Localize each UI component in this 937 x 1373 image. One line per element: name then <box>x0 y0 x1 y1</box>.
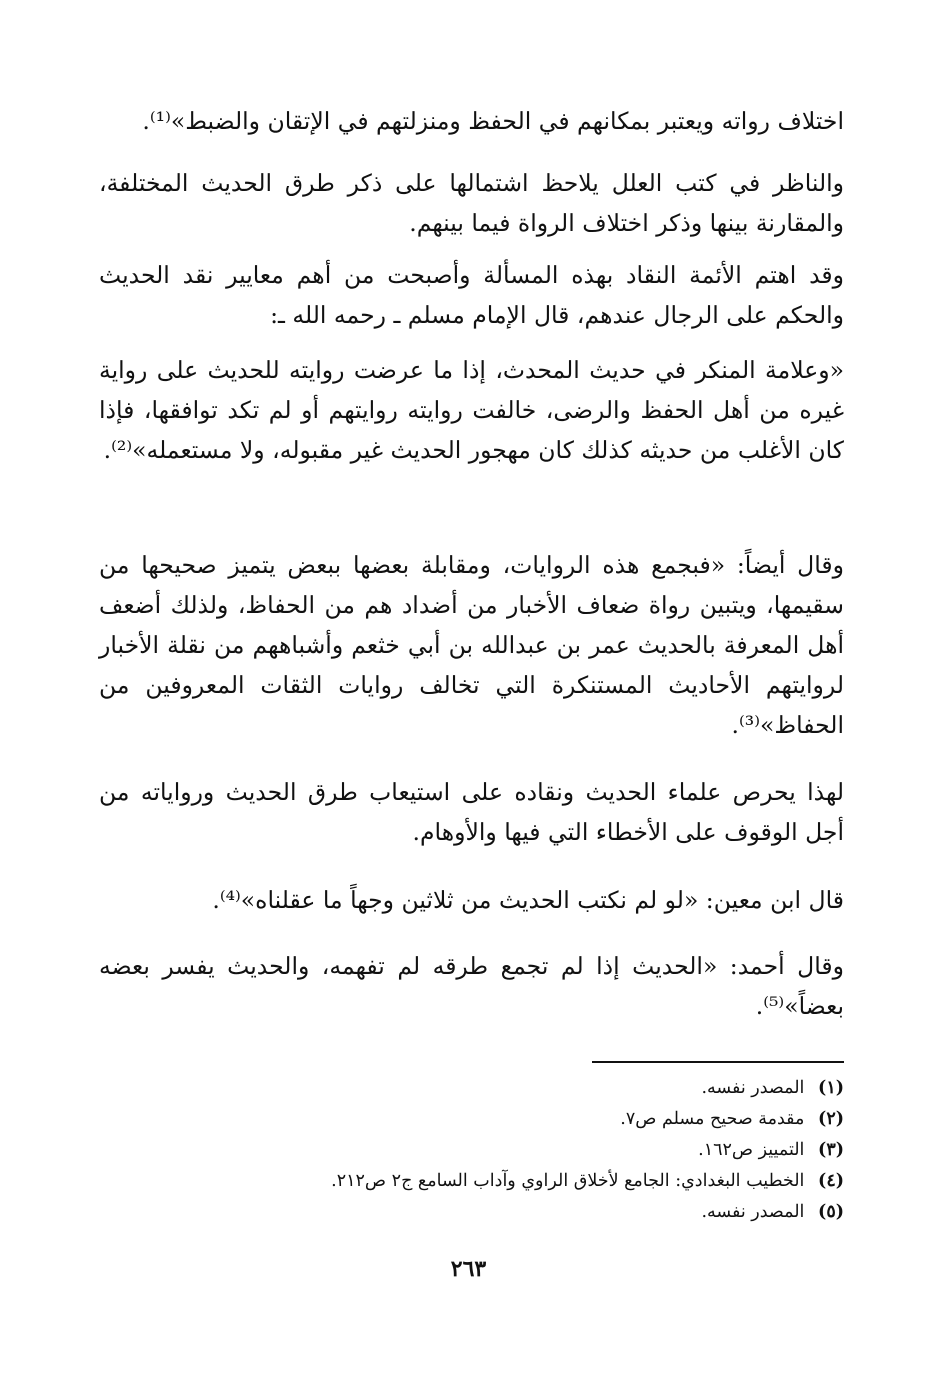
footnote-text: المصدر نفسه. <box>701 1078 805 1098</box>
paragraph-text: قال ابن معين: «لو لم نكتب الحديث من ثلاثين وجهاً ما عقلناه»⁽⁴⁾. <box>212 886 844 914</box>
paragraph-text: «وعلامة المنكر في حديث المحدث، إذا ما عرضت روايته للحديث على رواية غيره من أهل الحفظ والرضى، خالفت روايته روايتهم أو لم تكد توافقها، فإذا كان الأغلب من حديثه كذلك كان مهجور الحديث غير مقبوله، ولا مستعمله»⁽²⁾. <box>99 356 844 464</box>
footnote-text: مقدمة صحيح مسلم ص٧. <box>620 1109 805 1129</box>
paragraph-2 <box>99 163 844 243</box>
footnote-4 <box>99 1166 844 1197</box>
paragraph-text: وقال أحمد: «الحديث إذا لم تجمع طرقه لم تفهمه، والحديث يفسر بعضه بعضاً»⁽⁵⁾. <box>99 952 844 1020</box>
quote-muslim <box>99 350 844 470</box>
footnote-text: التمييز ص١٦٢. <box>698 1140 805 1160</box>
page-number: ٢٦٣ <box>450 1256 487 1282</box>
footnotes <box>99 1073 844 1228</box>
footnote-number: (٣) <box>818 1140 844 1160</box>
footnote-separator <box>592 1061 844 1063</box>
quote-ibn-main <box>99 880 844 920</box>
footnote-1 <box>99 1073 844 1104</box>
footnote-number: (٢) <box>818 1109 844 1129</box>
paragraph-text: اختلاف رواته ويعتبر بمكانهم في الحفظ ومنزلتهم في الإتقان والضبط»⁽¹⁾. <box>142 107 844 135</box>
paragraph-1 <box>99 101 844 141</box>
paragraph-6 <box>99 772 844 852</box>
footnote-text: الخطيب البغدادي: الجامع لأخلاق الراوي وآداب السامع ج٢ ص٢١٢. <box>331 1171 805 1191</box>
footnote-number: (٥) <box>818 1202 844 1222</box>
footnote-5 <box>99 1197 844 1228</box>
paragraph-text: وقال أيضاً: «فبجمع هذه الروايات، ومقابلة بعضها ببعض يتميز صحيحها من سقيمها، ويتبين رواة ضعاف الأخبار من أضداد هم من الحفاظ، ولذلك أضعف أهل المعرفة بالحديث عمر بن عبدالله بن أبي خثعم وأشباههم من نقلة الأخبار لروايتهم الأحاديث المستنكرة التي تخالف روايات الثقات المعروفين من الحفاظ»⁽³⁾. <box>99 551 844 739</box>
paragraph-text: وقد اهتم الأئمة النقاد بهذه المسألة وأصبحت من أهم معايير نقد الحديث والحكم على الرجال عندهم، قال الإمام مسلم ـ رحمه الله ـ: <box>99 261 844 329</box>
paragraph-3 <box>99 255 844 335</box>
footnote-2 <box>99 1104 844 1135</box>
quote-ahmad <box>99 946 844 1026</box>
footnote-number: (١) <box>818 1078 844 1098</box>
footnote-text: المصدر نفسه. <box>701 1202 805 1222</box>
quote-muslim-also <box>99 545 844 745</box>
paragraph-text: لهذا يحرص علماء الحديث ونقاده على استيعاب طرق الحديث ورواياته من أجل الوقوف على الأخطاء التي فيها والأوهام. <box>99 778 844 846</box>
footnote-3 <box>99 1135 844 1166</box>
paragraph-text: والناظر في كتب العلل يلاحظ اشتمالها على ذكر طرق الحديث المختلفة، والمقارنة بينها وذكر اختلاف الرواة فيما بينهم. <box>99 169 844 237</box>
footnote-number: (٤) <box>818 1171 844 1191</box>
